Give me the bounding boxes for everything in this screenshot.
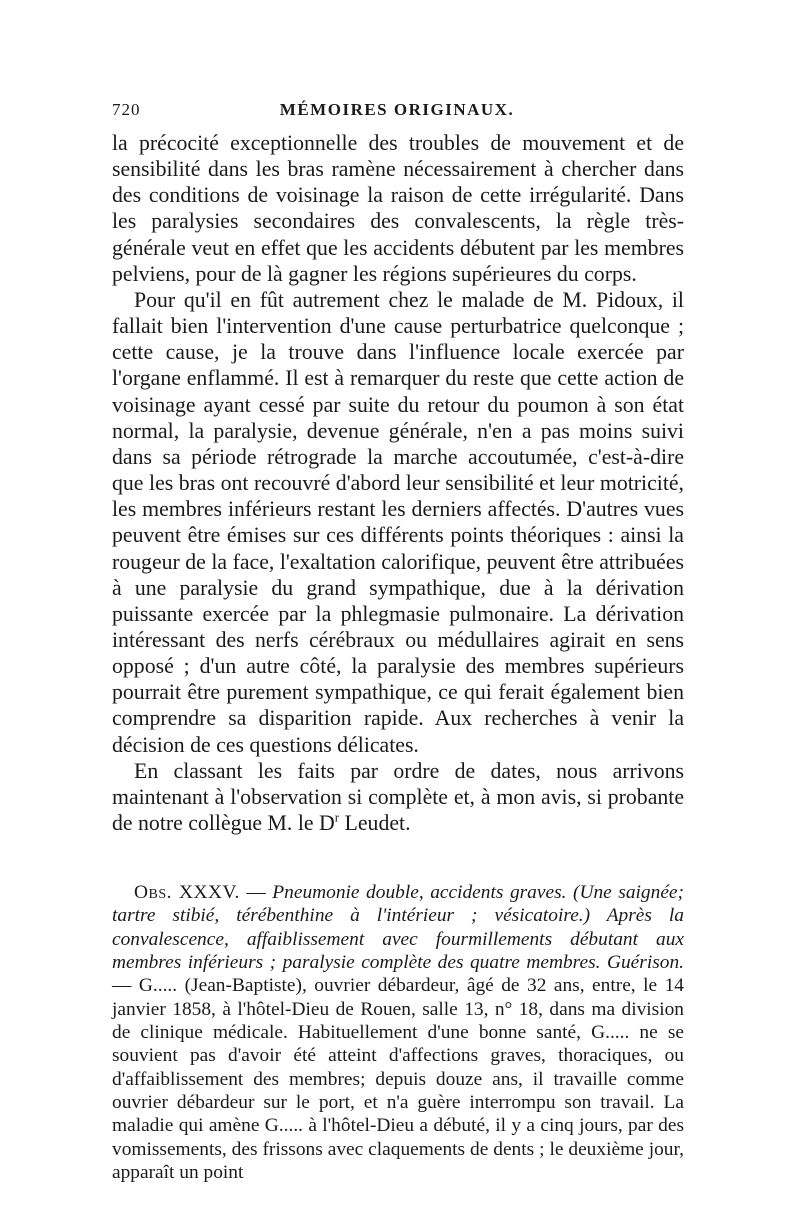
running-head: MÉMOIRES ORIGINAUX.	[279, 100, 515, 119]
observation-label: Obs. XXXV.	[134, 882, 240, 903]
paragraph-pidoux: Pour qu'il en fût autrement chez le malade de M. Pidoux, il fallait bien l'intervention d'une cause perturbatrice quelconque ; cette cause, je la trouve dans l'influence locale exercée par l'organe enflammé. Il est à remarquer du reste que cette action de voisinage ayant cessé par suite du retour du poumon à son état normal, la paralysie, devenue générale, n'en a pas moins suivi dans sa période rétrograde la marche accoutumée, c'est-à-dire que les bras ont recouvré d'abord leur sensibilité et leur motricité, les membres inférieurs restant les derniers affectés. D'autres vues peuvent être émises sur ces différents points théoriques : ainsi la rougeur de la face, l'exaltation calorifique, peuvent être attribuées à une paralysie du grand sympathique, due à la dérivation puissante exercée par la phlegmasie pulmonaire. La dérivation intéressant des nerfs cérébraux ou médullaires agirait en sens opposé ; d'un autre côté, la paralysie des membres supérieurs pourrait être purement sympathique, ce qui ferait également bien comprendre sa disparition rapide. Aux recherches à venir la décision de ces questions délicates.	[112, 287, 684, 757]
page-number: 720	[112, 100, 141, 119]
observation-text: — G..... (Jean-Baptiste), ouvrier débardeur, âgé de 32 ans, entre, le 14 janvier 1858, à l'hôtel-Dieu de Rouen, salle 13, n° 18, dans ma division de clinique médicale. Habituellement d'une bonne santé, G..... ne se souvient pas d'avoir été atteint d'affections graves, thoraciques, ou d'affaiblissement des membres; depuis douze ans, il travaille comme ouvrier débardeur sur le port, et n'a guère interrompu son travail. La maladie qui amène G..... à l'hôtel-Dieu a débuté, il y a cinq jours, par des vomissements, des frissons avec claquements de dents ; le deuxième jour, apparaît un point	[112, 975, 684, 1184]
observation-title: Pneumonie double, accidents graves. (Une saignée; tartre stibié, térébenthine à l'intérieur ; vésicatoire.) Après la convalescence, affaiblissement avec fourmillements débutant aux membres inférieurs ; paralysie complète des quatre membres. Guérison.	[112, 882, 684, 974]
paragraph-classement	[112, 758, 684, 836]
paragraph-classement-end: Leudet.	[339, 811, 411, 836]
superscript-r: r	[334, 809, 340, 825]
observation-paragraph	[112, 881, 684, 1184]
page-header	[112, 100, 682, 122]
paragraph-classement-text: En classant les faits par ordre de dates, nous arrivons maintenant à l'observation si complète et, à mon avis, si probante de notre collègue M. le D	[112, 758, 684, 836]
paragraph-continuation: la précocité exceptionnelle des troubles de mouvement et de sensibilité dans les bras ramène nécessairement à chercher dans des conditions de voisinage la raison de cette irrégularité. Dans les paralysies secondaires des convalescents, la règle très-générale veut en effet que les accidents débutent par les membres pelviens, pour de là gagner les régions supérieures du corps.	[112, 131, 684, 286]
main-text	[112, 130, 684, 836]
observation-block	[112, 881, 684, 1184]
observation-dash: —	[239, 882, 273, 903]
